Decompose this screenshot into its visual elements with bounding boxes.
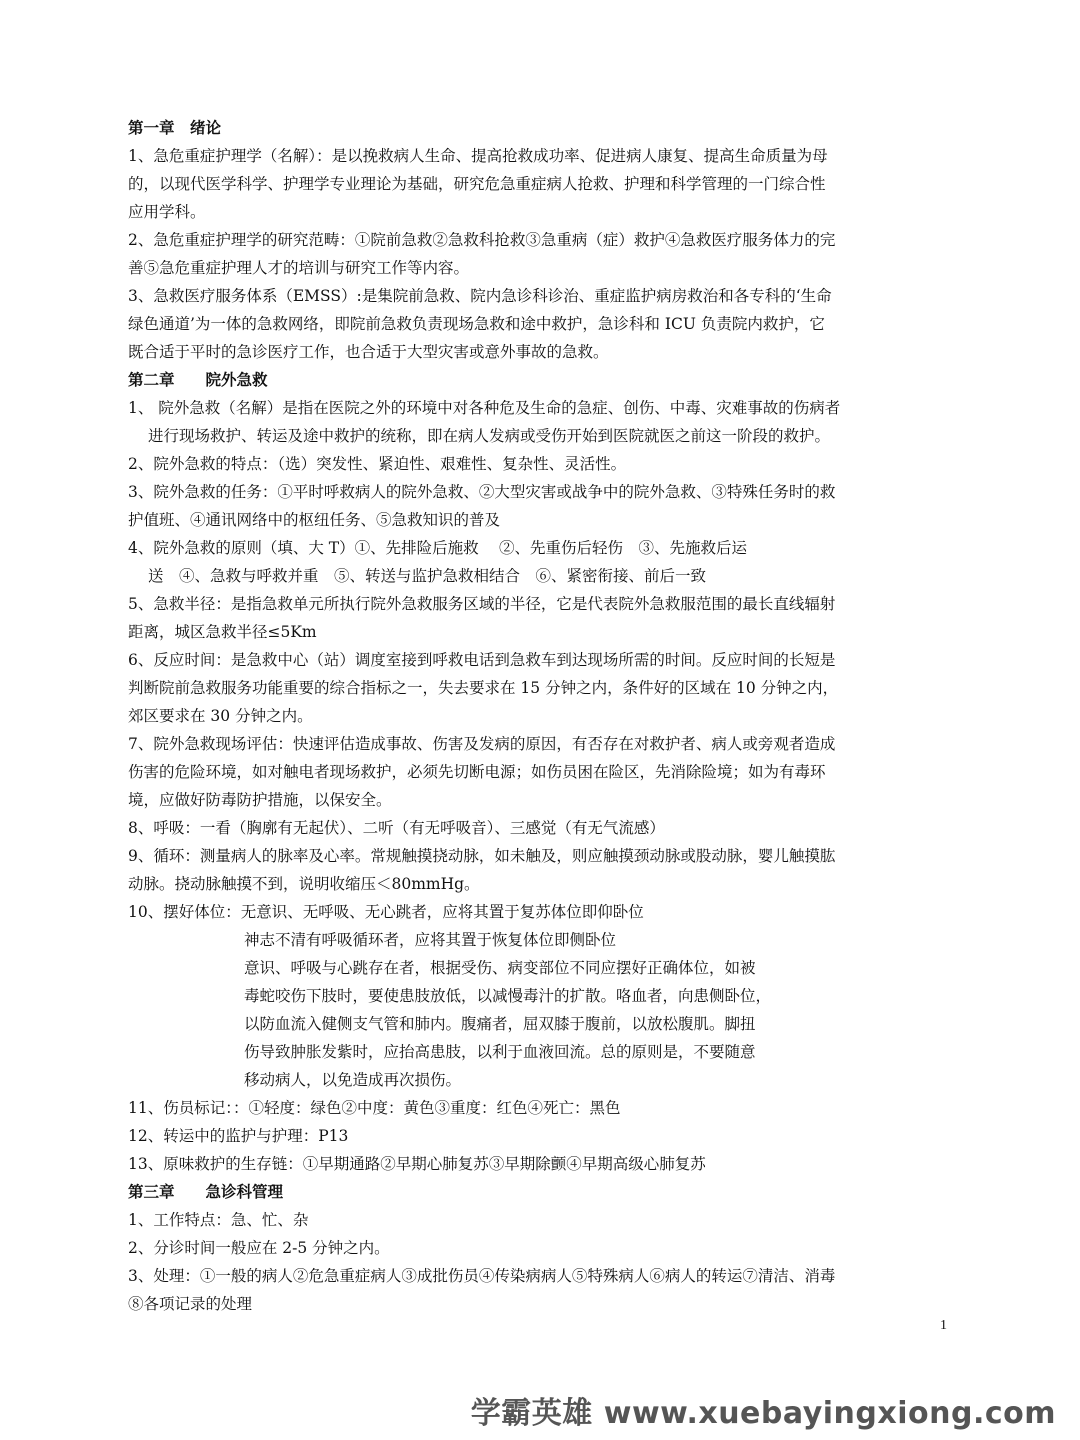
text-line: ⑧各项记录的处理 [128, 1295, 253, 1313]
text-line: 5、急救半径：是指急救单元所执行院外急救服务区域的半径，它是代表院外急救服范围的最长直线辐射 [128, 595, 836, 613]
text-line: 判断院前急救服务功能重要的综合指标之一，失去要求在 15 分钟之内，条件好的区域在 10 分钟之内， [128, 679, 839, 697]
text-line: 10、摆好体位：无意识、无呼吸、无心跳者，应将其置于复苏体位即仰卧位 [128, 903, 644, 921]
text-line: 1、工作特点：急、忙、杂 [128, 1211, 309, 1229]
text-line: 3、院外急救的任务：①平时呼救病人的院外急救、②大型灾害或战争中的院外急救、③特殊任务时的救 [128, 483, 836, 501]
text-line: 2、院外急救的特点：（选）突发性、紧迫性、艰难性、复杂性、灵活性。 [128, 455, 627, 473]
chapter-heading: 第一章 绪论 [128, 119, 222, 137]
text-line: 意识、呼吸与心跳存在者，根据受伤、病变部位不同应摆好正确体位，如被 [244, 959, 756, 977]
text-line: 动脉。挠动脉触摸不到，说明收缩压＜80mmHg。 [128, 875, 480, 893]
text-line: 送 ④、急救与呼救并重 ⑤、转送与监护急救相结合 ⑥、紧密衔接、前后一致 [148, 567, 707, 585]
text-line: 境，应做好防毒防护措施，以保安全。 [128, 791, 392, 809]
text-line: 2、分诊时间一般应在 2-5 分钟之内。 [128, 1239, 390, 1257]
text-line: 绿色通道’为一体的急救网络，即院前急救负责现场急救和途中救护，急诊科和 ICU 负责院内救护，它 [128, 315, 825, 333]
document-body [128, 114, 950, 1318]
text-line: 12、转运中的监护与护理：P13 [128, 1127, 349, 1145]
text-line: 9、循环：测量病人的脉率及心率。常规触摸挠动脉，如未触及，则应触摸颈动脉或股动脉，婴儿触摸肱 [128, 847, 836, 865]
watermark: 学霸英雄 www.xuebayingxiong.com [470, 1396, 1056, 1431]
text-line: 6、反应时间：是急救中心（站）调度室接到呼救电话到急救车到达现场所需的时间。反应时间的长短是 [128, 651, 836, 669]
text-line: 以防血流入健侧支气管和肺内。腹痛者，屈双膝于腹前，以放松腹肌。脚扭 [244, 1015, 756, 1033]
text-line: 7、院外急救现场评估：快速评估造成事故、伤害及发病的原因，有否存在对救护者、病人或旁观者造成 [128, 735, 836, 753]
page-number: 1 [940, 1318, 947, 1333]
text-line: 既合适于平时的急诊医疗工作，也合适于大型灾害或意外事故的急救。 [128, 343, 609, 361]
text-line: 伤导致肿胀发紫时，应抬高患肢，以利于血液回流。总的原则是，不要随意 [244, 1043, 756, 1061]
text-line: 移动病人，以免造成再次损伤。 [244, 1071, 462, 1089]
text-line: 的，以现代医学科学、护理学专业理论为基础，研究危急重症病人抢救、护理和科学管理的一门综合性 [128, 175, 826, 193]
text-line: 2、急危重症护理学的研究范畴：①院前急救②急救科抢救③急重病（症）救护④急救医疗服务体力的完 [128, 231, 836, 249]
text-line: 距离，城区急救半径≤5Km [128, 623, 317, 641]
text-line: 3、处理：①一般的病人②危急重症病人③成批伤员④传染病病人⑤特殊病人⑥病人的转运⑦清洁、消毒 [128, 1267, 836, 1285]
text-line: 8、呼吸：一看（胸廓有无起伏）、二听（有无呼吸音）、三感觉（有无气流感） [128, 819, 665, 837]
text-line: 1、急危重症护理学（名解）：是以挽救病人生命、提高抢救成功率、促进病人康复、提高生命质量为母 [128, 147, 828, 165]
text-line: 13、原味救护的生存链：①早期通路②早期心肺复苏③早期除颤④早期高级心肺复苏 [128, 1155, 706, 1173]
text-line: 3、急救医疗服务体系（EMSS）:是集院前急救、院内急诊科诊治、重症监护病房救治和各专科的‘生命 [128, 287, 832, 305]
text-line: 4、院外急救的原则（填、大 T）①、先排险后施救 ②、先重伤后轻伤 ③、先施救后运 [128, 539, 748, 557]
text-line: 进行现场救护、转运及途中救护的统称，即在病人发病或受伤开始到医院就医之前这一阶段的救护。 [148, 427, 831, 445]
chapter-heading: 第三章 急诊科管理 [128, 1183, 284, 1201]
text-line: 善⑤急危重症护理人才的培训与研究工作等内容。 [128, 259, 470, 277]
text-line: 郊区要求在 30 分钟之内。 [128, 707, 313, 725]
text-line: 11、伤员标记：：①轻度：绿色②中度：黄色③重度：红色④死亡：黑色 [128, 1099, 621, 1117]
text-line: 伤害的危险环境，如对触电者现场救护，必须先切断电源；如伤员困在险区，先消除险境；如为有毒环 [128, 763, 826, 781]
text-line: 毒蛇咬伤下肢时，要使患肢放低，以减慢毒汁的扩散。咯血者，向患侧卧位， [244, 987, 772, 1005]
text-line: 1、 院外急救（名解）是指在医院之外的环境中对各种危及生命的急症、创伤、中毒、灾难事故的伤病者 [128, 399, 841, 417]
chapter-heading: 第二章 院外急救 [128, 371, 268, 389]
text-line: 神志不清有呼吸循环者，应将其置于恢复体位即侧卧位 [244, 931, 617, 949]
text-line: 护值班、④通讯网络中的枢纽任务、⑤急救知识的普及 [128, 511, 501, 529]
text-line: 应用学科。 [128, 203, 206, 221]
